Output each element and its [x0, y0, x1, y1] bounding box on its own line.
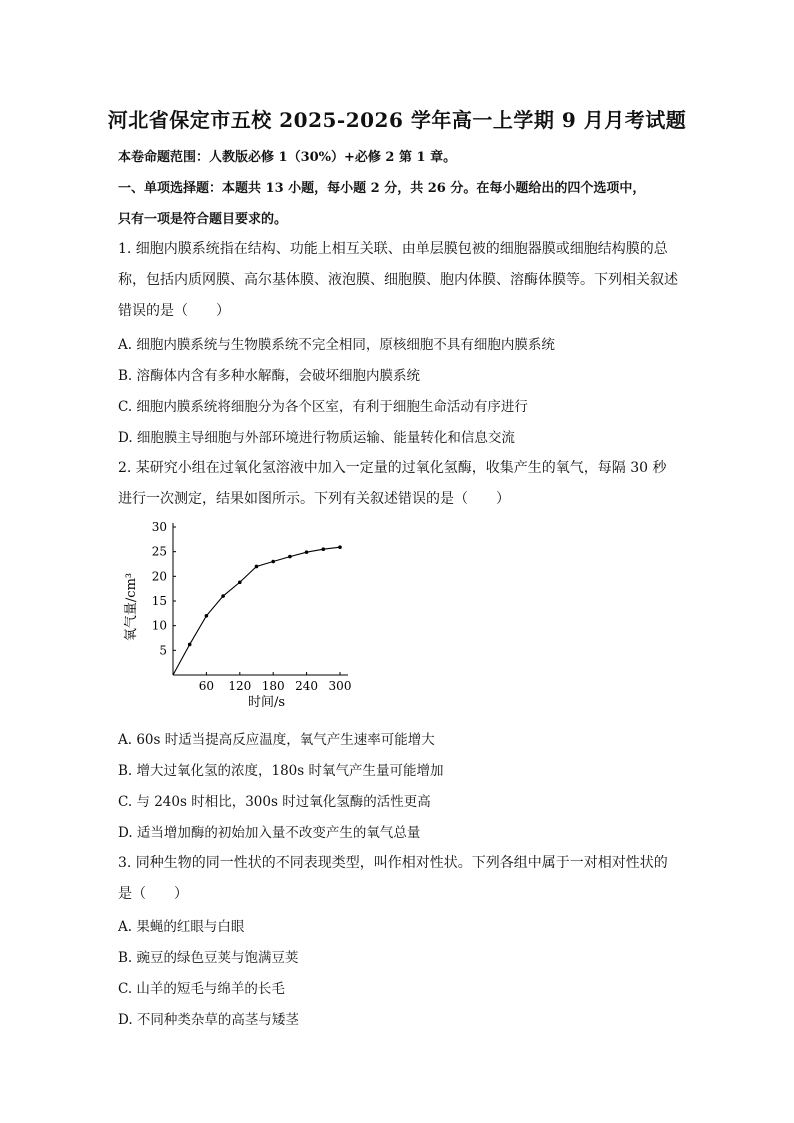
question-1-stem-line-1: 1. 细胞内膜系统指在结构、功能上相互关联、由单层膜包被的细胞器膜或细胞结构膜的总	[118, 241, 668, 257]
question-1-stem-line-3: 错误的是（ ）	[118, 303, 230, 319]
y-tick-label: 15	[151, 594, 167, 608]
data-point	[271, 560, 275, 564]
section-instructions-line-2: 只有一项是符合题目要求的。	[118, 212, 288, 227]
question-3-option-b: B. 豌豆的绿色豆荚与饱满豆荚	[118, 950, 299, 966]
question-2-stem-line-1: 2. 某研究小组在过氧化氢溶液中加入一定量的过氧化氢酶，收集产生的氧气，每隔 30 秒	[118, 460, 667, 476]
data-point	[322, 547, 326, 551]
question-2-option-b: B. 增大过氧化氢的浓度，180s 时氧气产生量可能增加	[118, 763, 444, 779]
question-1-option-b: B. 溶酶体内含有多种水解酶，会破坏细胞内膜系统	[118, 368, 421, 384]
data-point	[221, 594, 225, 598]
y-axis-label: 氧气量/cm³	[124, 572, 139, 642]
x-tick-label: 180	[261, 679, 285, 693]
x-axis-label: 时间/s	[247, 695, 286, 710]
x-tick-label: 60	[198, 679, 215, 693]
x-tick-label: 300	[328, 679, 352, 693]
y-tick-label: 5	[159, 643, 167, 658]
y-tick-label: 30	[151, 520, 167, 534]
data-point	[238, 580, 242, 584]
question-1-option-c: C. 细胞内膜系统将细胞分为各个区室，有利于细胞生命活动有序进行	[118, 399, 528, 415]
y-tick-label: 20	[151, 569, 167, 584]
question-2-option-d: D. 适当增加酶的初始加入量不改变产生的氧气总量	[118, 825, 421, 841]
page-title: 河北省保定市五校 2025-2026 学年高一上学期 9 月月考试题	[107, 108, 687, 132]
section-instructions-line-1: 一、单项选择题：本题共 13 小题，每小题 2 分，共 26 分。在每小题给出的四个选项中，	[118, 181, 646, 196]
question-1-option-d: D. 细胞膜主导细胞与外部环境进行物质运输、能量转化和信息交流	[118, 430, 515, 446]
data-point	[305, 550, 309, 554]
question-3-option-a: A. 果蝇的红眼与白眼	[118, 919, 245, 935]
question-1-stem-line-2: 称，包括内质网膜、高尔基体膜、液泡膜、细胞膜、胞内体膜、溶酶体膜等。下列相关叙述	[118, 272, 678, 288]
question-2-option-a: A. 60s 时适当提高反应温度，氧气产生速率可能增大	[118, 732, 435, 748]
data-point	[255, 565, 259, 569]
question-1-option-a: A. 细胞内膜系统与生物膜系统不完全相同，原核细胞不具有细胞内膜系统	[118, 337, 555, 353]
question-2-option-c: C. 与 240s 时相比，300s 时过氧化氢酶的活性更高	[118, 794, 431, 810]
data-point	[188, 643, 192, 647]
y-tick-label: 25	[151, 544, 167, 559]
question-3-option-c: C. 山羊的短毛与绵羊的长毛	[118, 981, 285, 997]
data-point	[338, 545, 342, 549]
x-tick-label: 240	[295, 679, 319, 693]
oxygen-time-chart	[118, 515, 368, 715]
data-point	[288, 555, 292, 559]
question-3-stem-line-1: 3. 同种生物的同一性状的不同表现类型，叫作相对性状。下列各组中属于一对相对性状的	[118, 855, 668, 871]
question-3-option-d: D. 不同种类杂草的高茎与矮茎	[118, 1012, 299, 1028]
y-tick-label: 10	[151, 618, 167, 633]
x-tick-label: 120	[228, 679, 252, 693]
question-2-stem-line-2: 进行一次测定，结果如图所示。下列有关叙述错误的是（ ）	[118, 491, 510, 507]
question-3-stem-line-2: 是（ ）	[118, 886, 188, 902]
exam-scope: 本卷命题范围：人教版必修 1（30%）+必修 2 第 1 章。	[118, 150, 457, 165]
data-point	[205, 614, 209, 618]
